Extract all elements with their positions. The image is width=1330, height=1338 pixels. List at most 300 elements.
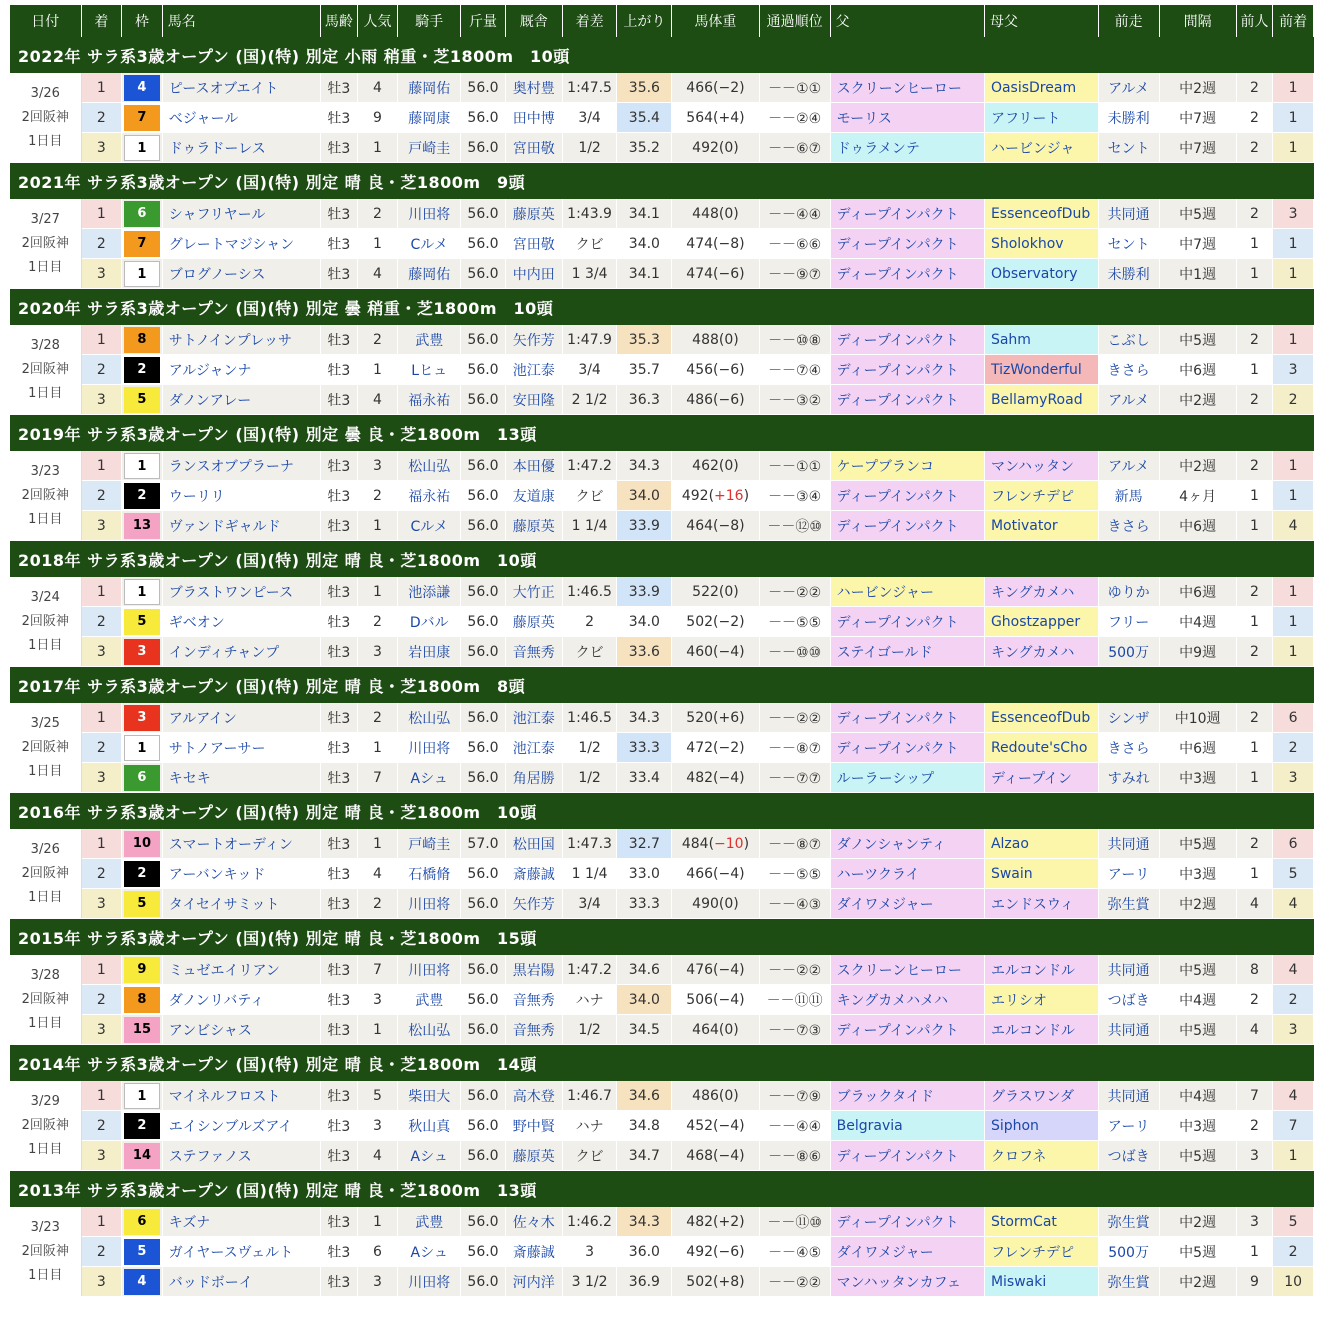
column-header[interactable]: 前走 bbox=[1098, 5, 1159, 37]
previous-race-link[interactable]: 弥生賞 bbox=[1107, 1214, 1150, 1231]
dam-sire-link[interactable]: EssenceofDub bbox=[990, 205, 1091, 222]
stable-link[interactable]: 池江泰 bbox=[512, 362, 555, 379]
gate-number: 6 bbox=[124, 201, 160, 227]
gate-cell bbox=[122, 133, 163, 163]
stable-link[interactable]: 黒岩陽 bbox=[512, 962, 555, 979]
sire-link[interactable]: ダイワメジャー bbox=[836, 896, 934, 913]
horse-name-cell bbox=[162, 955, 320, 985]
horse-name-link[interactable]: アルジャンナ bbox=[168, 362, 252, 379]
horse-name-link[interactable]: アルアイン bbox=[168, 710, 237, 727]
jockey-link[interactable]: 岩田康 bbox=[408, 644, 451, 661]
previous-race-link[interactable]: こぶし bbox=[1107, 332, 1150, 349]
sire-link[interactable]: ステイゴールド bbox=[836, 644, 933, 661]
stable-link[interactable]: 藤原英 bbox=[512, 518, 555, 535]
passing-order: －－②④ bbox=[759, 103, 830, 133]
dam-sire-link[interactable]: Sahm bbox=[990, 331, 1031, 348]
column-header[interactable]: 上がり bbox=[617, 5, 672, 37]
horse-name-link[interactable]: キセキ bbox=[168, 770, 211, 787]
horse-name-link[interactable]: タイセイサミット bbox=[168, 896, 280, 913]
column-header[interactable]: 枠 bbox=[122, 5, 163, 37]
dam-sire-link[interactable]: エルコンドル bbox=[990, 1022, 1075, 1039]
dam-sire-link[interactable]: Ghostzapper bbox=[990, 613, 1081, 630]
weight-carried: 56.0 bbox=[461, 637, 506, 667]
horse-name-cell bbox=[162, 511, 320, 541]
jockey-link[interactable]: Aシュ bbox=[410, 770, 448, 787]
jockey-cell bbox=[398, 859, 461, 889]
jockey-link[interactable]: 川田将 bbox=[408, 740, 451, 757]
gate-number: 4 bbox=[124, 75, 160, 101]
stable-link[interactable]: 高木登 bbox=[512, 1088, 555, 1105]
dam-sire-link[interactable]: アフリート bbox=[990, 110, 1061, 127]
previous-race-link[interactable]: アーリ bbox=[1107, 866, 1150, 883]
horse-name-link[interactable]: ヴァンドギャルド bbox=[168, 518, 281, 535]
previous-race-link[interactable]: セント bbox=[1107, 140, 1150, 157]
sire-link[interactable]: ディープインパクト bbox=[836, 488, 959, 505]
sire-link[interactable]: ディープインパクト bbox=[836, 392, 959, 409]
horse-name-link[interactable]: バッドボーイ bbox=[168, 1274, 253, 1291]
race-title: 2020年 サラ系3歳オープン (国)(特) 別定 曇 稍重・芝1800m 10頭 bbox=[10, 289, 1314, 326]
sire-cell bbox=[830, 1081, 984, 1111]
horse-name-link[interactable]: アーバンキッド bbox=[168, 866, 266, 883]
gate-number: 5 bbox=[124, 1239, 160, 1265]
dam-sire-link[interactable]: Observatory bbox=[990, 265, 1078, 282]
sire-link[interactable]: ルーラーシップ bbox=[836, 770, 935, 787]
dam-sire-link[interactable]: Swain bbox=[990, 865, 1033, 882]
stable-link[interactable]: 中内田 bbox=[512, 266, 555, 283]
jockey-link[interactable]: 川田将 bbox=[408, 206, 451, 223]
previous-race-link[interactable]: 共同通 bbox=[1107, 1088, 1150, 1105]
table-row bbox=[10, 733, 1314, 763]
jockey-link[interactable]: 藤岡佑 bbox=[408, 266, 451, 283]
passing-order: －－⑧⑦ bbox=[759, 733, 830, 763]
horse-age: 牡3 bbox=[321, 955, 358, 985]
previous-race-cell bbox=[1098, 229, 1159, 259]
sire-link[interactable]: ディープインパクト bbox=[836, 518, 959, 535]
jockey-link[interactable]: 川田将 bbox=[408, 962, 451, 979]
dam-sire-link[interactable]: フレンチデピ bbox=[990, 1244, 1075, 1261]
column-header[interactable]: 着差 bbox=[562, 5, 617, 37]
dam-sire-link[interactable]: Sholokhov bbox=[990, 235, 1064, 252]
jockey-cell bbox=[398, 511, 461, 541]
jockey-link[interactable]: 藤岡佑 bbox=[408, 80, 451, 97]
table-row bbox=[10, 385, 1314, 415]
dam-sire-link[interactable]: Siphon bbox=[990, 1117, 1039, 1134]
horse-name-link[interactable]: ブログノーシス bbox=[168, 266, 266, 283]
previous-race-link[interactable]: アーリ bbox=[1107, 1118, 1150, 1135]
column-header[interactable]: 間隔 bbox=[1159, 5, 1236, 37]
sire-link[interactable]: ハービンジャー bbox=[836, 584, 935, 601]
stable-link[interactable]: 池江泰 bbox=[512, 710, 555, 727]
column-header[interactable]: 人気 bbox=[357, 5, 398, 37]
jockey-link[interactable]: Cルメ bbox=[410, 236, 448, 253]
horse-name-link[interactable]: ダノンリバティ bbox=[168, 992, 265, 1009]
previous-race-link[interactable]: すみれ bbox=[1107, 770, 1150, 787]
sire-link[interactable]: ディープインパクト bbox=[836, 266, 959, 283]
body-weight: 468(−4) bbox=[672, 1141, 759, 1171]
sire-link[interactable]: ディープインパクト bbox=[836, 1022, 959, 1039]
dam-sire-link[interactable]: Miswaki bbox=[990, 1273, 1047, 1290]
sire-link[interactable]: ドゥラメンテ bbox=[836, 140, 920, 157]
horse-name-link[interactable]: エイシンブルズアイ bbox=[168, 1118, 293, 1135]
stable-link[interactable]: 斎藤誠 bbox=[512, 1244, 555, 1261]
horse-name-link[interactable]: インディチャンプ bbox=[168, 644, 280, 661]
finish-position: 1 bbox=[81, 1081, 122, 1111]
last-3f: 34.0 bbox=[617, 481, 672, 511]
stable-link[interactable]: 大竹正 bbox=[512, 584, 555, 601]
horse-age: 牡3 bbox=[321, 1081, 358, 1111]
dam-sire-link[interactable]: エンドスウィ bbox=[990, 896, 1074, 913]
previous-popularity: 1 bbox=[1236, 859, 1273, 889]
dam-sire-link[interactable]: OasisDream bbox=[990, 79, 1077, 96]
dam-sire-link[interactable]: グラスワンダ bbox=[990, 1088, 1074, 1105]
jockey-link[interactable]: 川田将 bbox=[408, 1274, 451, 1291]
dam-sire-link[interactable]: EssenceofDub bbox=[990, 709, 1091, 726]
dam-sire-link[interactable]: キングカメハ bbox=[990, 584, 1075, 601]
margin: 3/4 bbox=[562, 355, 617, 385]
sire-link[interactable]: キングカメハメハ bbox=[836, 992, 948, 1009]
jockey-link[interactable]: 武豊 bbox=[415, 992, 444, 1009]
sire-link[interactable]: モーリス bbox=[836, 110, 892, 127]
gate-cell bbox=[122, 955, 163, 985]
dam-sire-link[interactable]: エリシオ bbox=[990, 992, 1047, 1009]
jockey-link[interactable]: 武豊 bbox=[415, 332, 444, 349]
stable-link[interactable]: 宮田敬 bbox=[512, 236, 555, 253]
horse-name-link[interactable]: サトノアーサー bbox=[168, 740, 266, 757]
gate-number: 2 bbox=[124, 483, 160, 509]
sire-link[interactable]: スクリーンヒーロー bbox=[836, 80, 962, 97]
jockey-link[interactable]: 川田将 bbox=[408, 896, 451, 913]
stable-link[interactable]: 音無秀 bbox=[512, 1022, 555, 1039]
previous-race-link[interactable]: 弥生賞 bbox=[1107, 1274, 1150, 1291]
popularity: 4 bbox=[357, 1141, 398, 1171]
sire-link[interactable]: ディープインパクト bbox=[836, 362, 959, 379]
dam-sire-cell bbox=[984, 481, 1098, 511]
column-header[interactable]: 厩舎 bbox=[505, 5, 562, 37]
previous-race-link[interactable]: 共同通 bbox=[1107, 1022, 1150, 1039]
previous-race-link[interactable]: アルメ bbox=[1108, 392, 1150, 409]
jockey-link[interactable]: 石橋脩 bbox=[408, 866, 451, 883]
race-meet: 2回阪神 bbox=[21, 739, 69, 755]
dam-sire-link[interactable]: ハービンジャ bbox=[990, 140, 1075, 157]
previous-race-link[interactable]: フリー bbox=[1107, 614, 1150, 631]
race-header-row bbox=[10, 919, 1314, 956]
dam-sire-link[interactable]: エルコンドル bbox=[990, 962, 1075, 979]
stable-link[interactable]: 野中賢 bbox=[512, 1118, 555, 1135]
dam-sire-link[interactable]: Redoute'sCho bbox=[990, 739, 1088, 756]
jockey-link[interactable]: 秋山真 bbox=[408, 1118, 451, 1135]
previous-race-link[interactable]: きさら bbox=[1107, 362, 1150, 379]
jockey-cell bbox=[398, 451, 461, 481]
race-title: 2014年 サラ系3歳オープン (国)(特) 別定 晴 良・芝1800m 14頭 bbox=[10, 1045, 1314, 1082]
sire-link[interactable]: ハーツクライ bbox=[836, 866, 920, 883]
dam-sire-link[interactable]: マンハッタン bbox=[990, 458, 1074, 475]
jockey-link[interactable]: 松山弘 bbox=[408, 710, 451, 727]
horse-name-link[interactable]: ウーリリ bbox=[168, 488, 225, 505]
passing-order: －－④⑤ bbox=[759, 1237, 830, 1267]
sire-link[interactable]: ダノンシャンティ bbox=[836, 836, 946, 853]
horse-name-link[interactable]: アンビシャス bbox=[168, 1022, 252, 1039]
jockey-link[interactable]: Cルメ bbox=[410, 518, 448, 535]
race-results-table bbox=[10, 5, 1314, 1297]
horse-name-link[interactable]: シャフリヤール bbox=[168, 206, 266, 223]
previous-popularity: 1 bbox=[1236, 259, 1273, 289]
body-weight: 464(−8) bbox=[672, 511, 759, 541]
jockey-cell bbox=[398, 385, 461, 415]
last-3f: 34.7 bbox=[617, 1141, 672, 1171]
stable-link[interactable]: 安田隆 bbox=[512, 392, 555, 409]
last-3f: 34.3 bbox=[617, 703, 672, 733]
dam-sire-cell bbox=[984, 637, 1098, 667]
sire-link[interactable]: Belgravia bbox=[836, 1117, 903, 1134]
stable-link[interactable]: 藤原英 bbox=[512, 206, 555, 223]
previous-race-link[interactable]: 共同通 bbox=[1107, 206, 1150, 223]
stable-link[interactable]: 佐々木 bbox=[512, 1214, 555, 1231]
table-row bbox=[10, 955, 1314, 985]
margin: 1/2 bbox=[562, 133, 617, 163]
gate-cell bbox=[122, 73, 163, 103]
horse-name-link[interactable]: ダノンアレー bbox=[168, 392, 252, 409]
horse-name-link[interactable]: ピースオブエイト bbox=[168, 80, 279, 97]
jockey-link[interactable]: 松山弘 bbox=[408, 1022, 451, 1039]
previous-popularity: 2 bbox=[1236, 199, 1273, 229]
stable-link[interactable]: 藤原英 bbox=[512, 1148, 555, 1165]
popularity: 3 bbox=[357, 637, 398, 667]
column-header[interactable]: 日付 bbox=[10, 5, 81, 37]
sire-cell bbox=[830, 859, 984, 889]
finish-position: 2 bbox=[81, 733, 122, 763]
stable-link[interactable]: 矢作芳 bbox=[512, 332, 555, 349]
stable-link[interactable]: 音無秀 bbox=[512, 992, 555, 1009]
previous-race-cell bbox=[1098, 1267, 1159, 1297]
dam-sire-link[interactable]: ディープイン bbox=[990, 770, 1072, 787]
stable-cell bbox=[505, 481, 562, 511]
stable-link[interactable]: 斎藤誠 bbox=[512, 866, 555, 883]
jockey-link[interactable]: 藤岡康 bbox=[408, 110, 451, 127]
passing-order: －－④④ bbox=[759, 1111, 830, 1141]
gate-cell bbox=[122, 451, 163, 481]
horse-name-link[interactable]: ドゥラドーレス bbox=[168, 140, 266, 157]
previous-race-link[interactable]: 新馬 bbox=[1114, 488, 1143, 505]
stable-link[interactable]: 田中博 bbox=[512, 110, 555, 127]
finish-position: 2 bbox=[81, 481, 122, 511]
race-date: 3/28 bbox=[30, 337, 60, 353]
stable-link[interactable]: 松田国 bbox=[512, 836, 555, 853]
previous-race-link[interactable]: 未勝利 bbox=[1107, 110, 1150, 127]
last-3f: 34.1 bbox=[617, 259, 672, 289]
jockey-link[interactable]: Aシュ bbox=[410, 1148, 448, 1165]
column-header[interactable]: 通過順位 bbox=[759, 5, 830, 37]
previous-finish: 10 bbox=[1273, 1267, 1314, 1297]
interval: 4ヶ月 bbox=[1159, 481, 1236, 511]
popularity: 9 bbox=[357, 103, 398, 133]
interval: 中2週 bbox=[1159, 73, 1236, 103]
sire-link[interactable]: ディープインパクト bbox=[836, 236, 959, 253]
previous-race-link[interactable]: きさら bbox=[1107, 518, 1150, 535]
column-header[interactable]: 父 bbox=[830, 5, 984, 37]
weight-carried: 56.0 bbox=[461, 199, 506, 229]
previous-race-link[interactable]: セント bbox=[1107, 236, 1150, 253]
column-header[interactable]: 前着 bbox=[1273, 5, 1314, 37]
column-header[interactable]: 馬齢 bbox=[321, 5, 358, 37]
horse-name-link[interactable]: ベジャール bbox=[168, 110, 239, 127]
dam-sire-link[interactable]: クロフネ bbox=[990, 1148, 1047, 1165]
column-header[interactable]: 騎手 bbox=[398, 5, 461, 37]
horse-name-link[interactable]: マイネルフロスト bbox=[168, 1088, 281, 1105]
horse-name-link[interactable]: キズナ bbox=[168, 1214, 211, 1231]
horse-age: 牡3 bbox=[321, 889, 358, 919]
sire-link[interactable]: ディープインパクト bbox=[836, 614, 959, 631]
previous-race-cell bbox=[1098, 703, 1159, 733]
finish-position: 1 bbox=[81, 73, 122, 103]
weight-carried: 56.0 bbox=[461, 385, 506, 415]
previous-race-link[interactable]: 弥生賞 bbox=[1107, 896, 1150, 913]
column-header[interactable]: 着 bbox=[81, 5, 122, 37]
dam-sire-link[interactable]: キングカメハ bbox=[990, 644, 1075, 661]
previous-finish: 1 bbox=[1273, 577, 1314, 607]
horse-name-link[interactable]: ガイヤースヴェルト bbox=[168, 1244, 294, 1261]
sire-link[interactable]: ブラックタイド bbox=[836, 1088, 934, 1105]
horse-name-link[interactable]: サトノインプレッサ bbox=[168, 332, 292, 349]
previous-race-link[interactable]: アルメ bbox=[1108, 458, 1150, 475]
body-weight: 490(0) bbox=[672, 889, 759, 919]
horse-name-cell bbox=[162, 1081, 320, 1111]
race-day: 1日目 bbox=[28, 1267, 63, 1283]
passing-order: －－⑥⑥ bbox=[759, 229, 830, 259]
previous-race-link[interactable]: 共同通 bbox=[1107, 836, 1150, 853]
jockey-link[interactable]: 武豊 bbox=[415, 1214, 444, 1231]
popularity: 1 bbox=[357, 1015, 398, 1045]
jockey-link[interactable]: 福永祐 bbox=[408, 392, 451, 409]
previous-finish: 1 bbox=[1273, 1141, 1314, 1171]
table-row bbox=[10, 511, 1314, 541]
previous-race-link[interactable]: 500万 bbox=[1108, 644, 1149, 661]
previous-race-link[interactable]: 未勝利 bbox=[1107, 266, 1150, 283]
dam-sire-link[interactable]: Alzao bbox=[990, 835, 1029, 852]
race-date: 3/25 bbox=[30, 715, 60, 731]
weight-carried: 56.0 bbox=[461, 955, 506, 985]
horse-name-link[interactable]: グレートマジシャン bbox=[168, 236, 295, 253]
race-header-row bbox=[10, 1045, 1314, 1082]
sire-link[interactable]: ディープインパクト bbox=[836, 740, 959, 757]
margin: 3 1/2 bbox=[562, 1267, 617, 1297]
stable-link[interactable]: 矢作芳 bbox=[512, 896, 555, 913]
horse-age: 牡3 bbox=[321, 259, 358, 289]
previous-race-link[interactable]: 共同通 bbox=[1107, 962, 1150, 979]
sire-link[interactable]: ディープインパクト bbox=[836, 1148, 959, 1165]
stable-cell bbox=[505, 229, 562, 259]
previous-race-link[interactable]: ゆりか bbox=[1107, 584, 1150, 601]
column-header[interactable]: 馬体重 bbox=[672, 5, 759, 37]
sire-link[interactable]: ディープインパクト bbox=[836, 206, 959, 223]
jockey-link[interactable]: Lヒュ bbox=[411, 362, 448, 379]
sire-link[interactable]: ディープインパクト bbox=[836, 710, 959, 727]
stable-link[interactable]: 奥村豊 bbox=[512, 80, 555, 97]
dam-sire-link[interactable]: StormCat bbox=[990, 1213, 1057, 1230]
finish-position: 2 bbox=[81, 1237, 122, 1267]
sire-cell bbox=[830, 577, 984, 607]
jockey-link[interactable]: Dバル bbox=[409, 614, 449, 631]
dam-sire-link[interactable]: BellamyRoad bbox=[990, 391, 1083, 408]
horse-name-link[interactable]: スマートオーディン bbox=[168, 836, 293, 853]
jockey-link[interactable]: 松山弘 bbox=[408, 458, 451, 475]
horse-name-link[interactable]: ステファノス bbox=[168, 1148, 252, 1165]
margin: 2 1/2 bbox=[562, 385, 617, 415]
stable-link[interactable]: 宮田敬 bbox=[512, 140, 555, 157]
horse-name-link[interactable]: ミュゼエイリアン bbox=[168, 962, 280, 979]
jockey-link[interactable]: Aシュ bbox=[410, 1244, 448, 1261]
sire-link[interactable]: マンハッタンカフェ bbox=[836, 1274, 961, 1291]
column-header[interactable]: 斤量 bbox=[461, 5, 506, 37]
horse-name-link[interactable]: ギベオン bbox=[168, 614, 225, 631]
stable-link[interactable]: 音無秀 bbox=[512, 644, 555, 661]
previous-popularity: 1 bbox=[1236, 1237, 1273, 1267]
stable-cell bbox=[505, 103, 562, 133]
stable-link[interactable]: 角居勝 bbox=[512, 770, 555, 787]
dam-sire-link[interactable]: フレンチデピ bbox=[990, 488, 1075, 505]
sire-link[interactable]: ケープブランコ bbox=[836, 458, 934, 475]
passing-order: －－②② bbox=[759, 703, 830, 733]
margin: 3 bbox=[562, 1237, 617, 1267]
dam-sire-link[interactable]: TizWonderful bbox=[990, 361, 1082, 378]
previous-finish: 5 bbox=[1273, 1207, 1314, 1237]
sire-link[interactable]: スクリーンヒーロー bbox=[836, 962, 962, 979]
dam-sire-link[interactable]: Motivator bbox=[990, 517, 1058, 534]
passing-order: －－⑦⑨ bbox=[759, 1081, 830, 1111]
column-header[interactable]: 母父 bbox=[984, 5, 1098, 37]
horse-name-link[interactable]: ブラストワンピース bbox=[168, 584, 294, 601]
race-header-row bbox=[10, 667, 1314, 704]
previous-race-link[interactable]: つばき bbox=[1107, 992, 1150, 1009]
jockey-link[interactable]: 戸崎圭 bbox=[408, 140, 451, 157]
previous-race-link[interactable]: アルメ bbox=[1108, 80, 1150, 97]
stable-link[interactable]: 本田優 bbox=[512, 458, 555, 475]
previous-race-cell bbox=[1098, 1081, 1159, 1111]
previous-race-link[interactable]: つばき bbox=[1107, 1148, 1150, 1165]
previous-finish: 7 bbox=[1273, 1111, 1314, 1141]
jockey-cell bbox=[398, 763, 461, 793]
sire-link[interactable]: ディープインパクト bbox=[836, 1214, 959, 1231]
sire-link[interactable]: ダイワメジャー bbox=[836, 1244, 934, 1261]
previous-race-link[interactable]: きさら bbox=[1107, 740, 1150, 757]
previous-race-link[interactable]: 500万 bbox=[1108, 1244, 1149, 1261]
margin: クビ bbox=[562, 637, 617, 667]
stable-link[interactable]: 藤原英 bbox=[512, 614, 555, 631]
interval: 中2週 bbox=[1159, 889, 1236, 919]
jockey-link[interactable]: 福永祐 bbox=[408, 488, 451, 505]
sire-link[interactable]: ディープインパクト bbox=[836, 332, 959, 349]
column-header[interactable]: 前人 bbox=[1236, 5, 1273, 37]
table-row bbox=[10, 1267, 1314, 1297]
jockey-link[interactable]: 池添謙 bbox=[408, 584, 451, 601]
stable-link[interactable]: 河内洋 bbox=[512, 1274, 555, 1291]
previous-popularity: 1 bbox=[1236, 607, 1273, 637]
horse-age: 牡3 bbox=[321, 103, 358, 133]
body-weight: 460(−4) bbox=[672, 637, 759, 667]
column-header[interactable]: 馬名 bbox=[162, 5, 320, 37]
previous-race-cell bbox=[1098, 511, 1159, 541]
jockey-link[interactable]: 戸崎圭 bbox=[408, 836, 451, 853]
stable-link[interactable]: 友道康 bbox=[512, 488, 555, 505]
previous-race-link[interactable]: シンザ bbox=[1107, 710, 1150, 727]
gate-cell bbox=[122, 1081, 163, 1111]
interval: 中5週 bbox=[1159, 199, 1236, 229]
jockey-link[interactable]: 柴田大 bbox=[408, 1088, 451, 1105]
gate-number: 1 bbox=[124, 735, 160, 761]
horse-name-link[interactable]: ランスオブプラーナ bbox=[168, 458, 294, 475]
sire-cell bbox=[830, 733, 984, 763]
stable-link[interactable]: 池江泰 bbox=[512, 740, 555, 757]
horse-name-cell bbox=[162, 325, 320, 355]
